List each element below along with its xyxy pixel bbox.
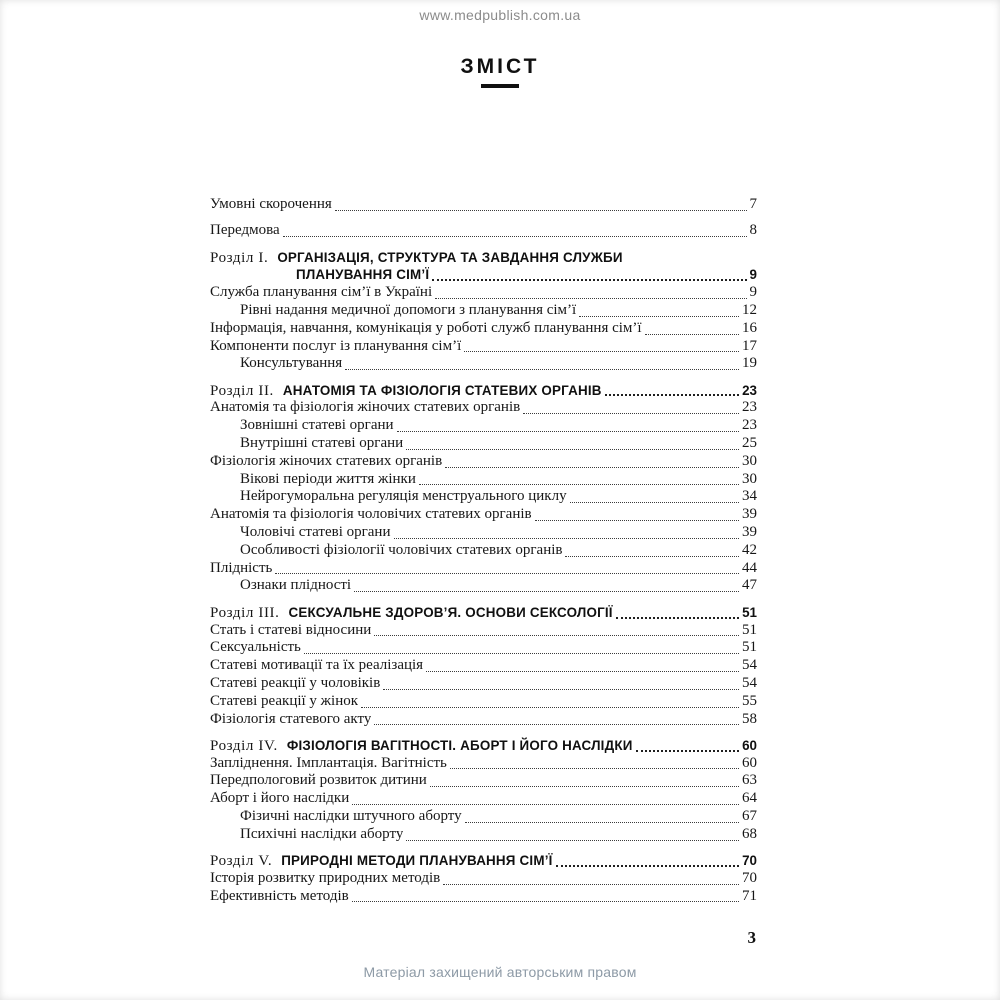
dot-leader — [565, 556, 739, 557]
dot-leader — [579, 316, 739, 317]
toc-item-row — [210, 338, 757, 356]
toc-item-row — [210, 577, 757, 595]
dot-leader — [443, 884, 739, 885]
toc-entry-label: Фізіологія жіночих статевих органів — [210, 452, 443, 469]
toc-entry-page: 8 — [749, 222, 757, 239]
dot-leader — [361, 707, 739, 708]
toc-entry-label: Запліднення. Імплантація. Вагітність — [210, 754, 447, 771]
toc-entry-label: Фізіологія статевого акту — [210, 710, 372, 727]
toc-item-row — [210, 693, 757, 711]
toc-entry-page: 16 — [742, 319, 757, 336]
toc-entry-label: Рівні надання медичної допомоги з планування сім’ї — [240, 301, 577, 318]
toc-entry-label: Анатомія та фізіологія жіночих статевих органів — [210, 399, 521, 416]
dot-leader — [445, 467, 739, 468]
toc-entry-page: 9 — [749, 284, 757, 301]
toc-entry-page: 39 — [742, 506, 757, 523]
toc-entry-page: 63 — [742, 772, 757, 789]
dot-leader — [556, 865, 740, 867]
toc-item-row — [210, 826, 757, 844]
dot-leader — [352, 901, 739, 902]
toc-entry-label: ПРИРОДНІ МЕТОДИ ПЛАНУВАННЯ СІМ’Ї — [281, 853, 553, 869]
dot-leader — [636, 750, 740, 752]
toc-entry-label: Сексуальність — [210, 639, 301, 656]
toc-entry-page: 44 — [742, 559, 757, 576]
chapter-prefix: Розділ V. — [210, 853, 273, 870]
toc-entry-page: 54 — [742, 657, 757, 674]
chapter-prefix: Розділ III. — [210, 604, 280, 621]
toc-entry-page: 34 — [742, 488, 757, 505]
toc-list — [210, 196, 757, 905]
toc-entry-label: Статеві мотивації та їх реалізація — [210, 657, 424, 674]
toc-item-row — [210, 320, 757, 338]
toc-entry-label: Анатомія та фізіологія чоловічих статевих органів — [210, 506, 532, 523]
toc-item-row — [210, 222, 757, 240]
toc-entry-label: Психічні наслідки аборту — [240, 825, 404, 842]
dot-leader — [374, 724, 739, 725]
toc-entry-label: Вікові періоди життя жінки — [240, 470, 416, 487]
dot-leader — [394, 538, 740, 539]
toc-entry-page: 70 — [742, 853, 757, 869]
toc-entry-page: 30 — [742, 470, 757, 487]
toc-item-row — [210, 524, 757, 542]
toc-entry-page: 23 — [742, 417, 757, 434]
toc-entry-label: Статеві реакції у чоловіків — [210, 674, 381, 691]
dot-leader — [450, 768, 739, 769]
toc-entry-page: 55 — [742, 692, 757, 709]
dot-leader — [354, 591, 739, 592]
toc-entry-label: Плідність — [210, 559, 273, 576]
toc-entry-page: 51 — [742, 639, 757, 656]
chapter-prefix: Розділ I. — [210, 249, 269, 266]
dot-leader — [435, 298, 746, 299]
toc-item-row — [210, 622, 757, 640]
toc-entry-label: Особливості фізіології чоловічих статевих органів — [240, 541, 563, 558]
toc-item-row — [210, 435, 757, 453]
toc-entry-page: 60 — [742, 754, 757, 771]
toc-entry-page: 60 — [742, 737, 757, 753]
toc-item-row — [210, 196, 757, 214]
toc-entry-label: ПЛАНУВАННЯ СІМ’Ї — [296, 267, 430, 283]
website-url: www.medpublish.com.ua — [419, 7, 581, 23]
toc-entry-label: Консультування — [240, 355, 343, 372]
toc-entry-label: Передпологовий розвиток дитини — [210, 772, 427, 789]
toc-entry-page: 17 — [742, 337, 757, 354]
toc-entry-label: АНАТОМІЯ ТА ФІЗІОЛОГІЯ СТАТЕВИХ ОРГАНІВ — [282, 382, 602, 398]
toc-entry-label: Інформація, навчання, комунікація у роботі служб планування сім’ї — [210, 319, 642, 336]
toc-entry-page: 64 — [742, 790, 757, 807]
toc-entry-page: 7 — [749, 196, 757, 212]
page-title: ЗМІСТ — [460, 55, 540, 78]
toc-item-row — [210, 284, 757, 302]
toc-item-row — [210, 560, 757, 578]
toc-entry-label: Чоловічі статеві органи — [240, 524, 391, 541]
dot-leader — [605, 394, 739, 396]
toc-entry-label: Ознаки плідності — [240, 577, 352, 594]
toc-entry-label: Передмова — [210, 222, 280, 239]
dot-leader — [352, 804, 739, 805]
toc-item-row — [210, 870, 757, 888]
toc-entry-page: 12 — [742, 301, 757, 318]
toc-entry-page: 39 — [742, 524, 757, 541]
toc-entry-page: 68 — [742, 825, 757, 842]
toc-entry-label: Нейрогуморальна регуляція менструального циклу — [240, 488, 567, 505]
dot-leader — [432, 279, 746, 281]
page-number: 3 — [747, 928, 756, 947]
toc-entry-label: Історія розвитку природних методів — [210, 869, 441, 886]
toc-entry-page: 9 — [749, 267, 757, 283]
toc-entry-page: 54 — [742, 674, 757, 691]
toc-entry-label: Компоненти послуг із планування сім’ї — [210, 337, 462, 354]
toc-entry-page: 47 — [742, 577, 757, 594]
toc-chapter-row — [210, 266, 757, 284]
toc-entry-label: СЕКСУАЛЬНЕ ЗДОРОВ’Я. ОСНОВИ СЕКСОЛОГІЇ — [288, 604, 613, 620]
toc-chapter-row — [210, 852, 757, 870]
toc-item-row — [210, 639, 757, 657]
dot-leader — [419, 484, 739, 485]
dot-leader — [406, 840, 739, 841]
toc-entry-label: Ефективність методів — [210, 887, 349, 904]
toc-entry-label: Статеві реакції у жінок — [210, 692, 359, 709]
toc-chapter-row — [210, 737, 757, 755]
chapter-prefix: Розділ II. — [210, 382, 274, 399]
toc-item-row — [210, 888, 757, 906]
toc-item-row — [210, 790, 757, 808]
toc-item-row — [210, 808, 757, 826]
toc-item-row — [210, 772, 757, 790]
toc-item-row — [210, 711, 757, 729]
toc-entry-label: ОРГАНІЗАЦІЯ, СТРУКТУРА ТА ЗАВДАННЯ СЛУЖБИ — [277, 249, 623, 265]
toc-entry-label: Служба планування сім’ї в Україні — [210, 284, 433, 301]
toc-entry-page: 67 — [742, 808, 757, 824]
toc-item-row — [210, 417, 757, 435]
toc-entry-label: Стать і статеві відносини — [210, 621, 372, 638]
toc-entry-page: 42 — [742, 541, 757, 558]
dot-leader — [426, 671, 739, 672]
dot-leader — [374, 635, 739, 636]
toc-item-row — [210, 399, 757, 417]
dot-leader — [645, 334, 739, 335]
toc-item-row — [210, 755, 757, 773]
dot-leader — [383, 689, 739, 690]
toc-item-row — [210, 675, 757, 693]
toc-chapter-row — [210, 604, 757, 622]
toc-entry-page: 30 — [742, 452, 757, 469]
toc-entry-page: 25 — [742, 435, 757, 452]
toc-item-row — [210, 471, 757, 489]
dot-leader — [523, 413, 739, 414]
toc-entry-page: 70 — [742, 869, 757, 886]
dot-leader — [406, 449, 739, 450]
dot-leader — [397, 431, 739, 432]
dot-leader — [430, 786, 739, 787]
dot-leader — [275, 573, 739, 574]
toc-entry-page: 19 — [742, 355, 757, 372]
toc-entry-label: ФІЗІОЛОГІЯ ВАГІТНОСТІ. АБОРТ І ЙОГО НАСЛІДКИ — [286, 737, 633, 753]
toc-item-row — [210, 453, 757, 471]
dot-leader — [465, 822, 739, 823]
toc-entry-page: 71 — [742, 887, 757, 904]
dot-leader — [345, 369, 739, 370]
toc-item-row — [210, 657, 757, 675]
toc-entry-page: 51 — [742, 621, 757, 638]
toc-entry-page: 23 — [742, 382, 757, 398]
dot-leader — [535, 520, 739, 521]
toc-entry-label: Аборт і його наслідки — [210, 790, 350, 807]
chapter-prefix: Розділ IV. — [210, 737, 278, 754]
toc-entry-page: 51 — [742, 604, 757, 620]
copyright-notice: Матеріал захищений авторським правом — [363, 964, 637, 980]
toc-item-row — [210, 355, 757, 373]
title-underline — [481, 84, 519, 88]
dot-leader — [304, 653, 739, 654]
toc-entry-label: Внутрішні статеві органи — [240, 435, 404, 452]
dot-leader — [616, 617, 739, 619]
toc-item-row — [210, 506, 757, 524]
dot-leader — [283, 236, 747, 237]
toc-entry-label: Фізичні наслідки штучного аборту — [240, 808, 462, 824]
toc-entry-label: Умовні скорочення — [210, 196, 332, 212]
toc-chapter-row — [210, 382, 757, 400]
dot-leader — [570, 502, 739, 503]
toc-entry-page: 58 — [742, 710, 757, 727]
dot-leader — [335, 210, 747, 211]
toc-entry-label: Зовнішні статеві органи — [240, 417, 394, 434]
toc-item-row — [210, 488, 757, 506]
toc-item-row — [210, 542, 757, 560]
toc-item-row — [210, 302, 757, 320]
toc-entry-page: 23 — [742, 399, 757, 416]
toc-chapter-row — [210, 249, 757, 267]
dot-leader — [464, 351, 739, 352]
